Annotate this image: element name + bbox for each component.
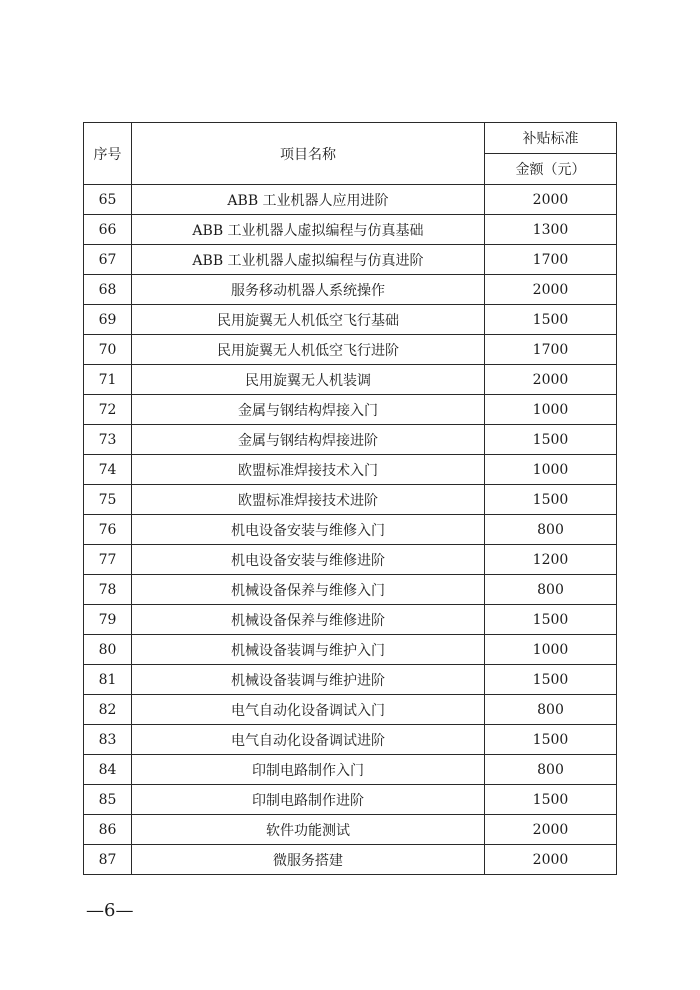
table-row xyxy=(84,545,617,575)
row-seq: 70 xyxy=(84,335,132,365)
table-row xyxy=(84,425,617,455)
table-row xyxy=(84,305,617,335)
row-project-name: 金属与钢结构焊接入门 xyxy=(132,395,485,425)
row-amount: 1500 xyxy=(485,305,617,335)
row-amount: 1700 xyxy=(485,245,617,275)
row-amount: 1200 xyxy=(485,545,617,575)
table-row xyxy=(84,695,617,725)
table-row xyxy=(84,845,617,875)
header-amount: 金额（元） xyxy=(485,154,617,185)
row-project-name: 电气自动化设备调试进阶 xyxy=(132,725,485,755)
row-project-name: 软件功能测试 xyxy=(132,815,485,845)
row-seq: 84 xyxy=(84,755,132,785)
row-amount: 1300 xyxy=(485,215,617,245)
row-project-name: 欧盟标准焊接技术进阶 xyxy=(132,485,485,515)
row-project-name: 微服务搭建 xyxy=(132,845,485,875)
table-row xyxy=(84,815,617,845)
header-seq: 序号 xyxy=(84,123,132,185)
row-seq: 83 xyxy=(84,725,132,755)
row-seq: 68 xyxy=(84,275,132,305)
table-row xyxy=(84,635,617,665)
row-seq: 75 xyxy=(84,485,132,515)
row-seq: 85 xyxy=(84,785,132,815)
table-row xyxy=(84,605,617,635)
row-project-name: 印制电路制作进阶 xyxy=(132,785,485,815)
row-seq: 80 xyxy=(84,635,132,665)
row-project-name: 服务移动机器人系统操作 xyxy=(132,275,485,305)
row-seq: 82 xyxy=(84,695,132,725)
row-amount: 1500 xyxy=(485,665,617,695)
row-amount: 800 xyxy=(485,515,617,545)
row-amount: 1500 xyxy=(485,485,617,515)
table-row xyxy=(84,665,617,695)
row-seq: 76 xyxy=(84,515,132,545)
row-project-name: 机电设备安装与维修进阶 xyxy=(132,545,485,575)
table-row xyxy=(84,755,617,785)
table-header-row xyxy=(84,123,617,154)
row-seq: 66 xyxy=(84,215,132,245)
row-seq: 71 xyxy=(84,365,132,395)
page-number: —6— xyxy=(86,900,134,921)
table-row xyxy=(84,725,617,755)
row-project-name: 机械设备装调与维护入门 xyxy=(132,635,485,665)
row-project-name: 金属与钢结构焊接进阶 xyxy=(132,425,485,455)
row-project-name: 欧盟标准焊接技术入门 xyxy=(132,455,485,485)
table-row xyxy=(84,575,617,605)
row-seq: 78 xyxy=(84,575,132,605)
row-project-name: 民用旋翼无人机装调 xyxy=(132,365,485,395)
row-project-name: 电气自动化设备调试入门 xyxy=(132,695,485,725)
row-amount: 2000 xyxy=(485,365,617,395)
row-amount: 800 xyxy=(485,695,617,725)
row-seq: 77 xyxy=(84,545,132,575)
row-seq: 81 xyxy=(84,665,132,695)
row-amount: 1000 xyxy=(485,635,617,665)
table-row xyxy=(84,365,617,395)
row-amount: 1700 xyxy=(485,335,617,365)
row-project-name: 民用旋翼无人机低空飞行进阶 xyxy=(132,335,485,365)
table-row xyxy=(84,185,617,215)
row-seq: 87 xyxy=(84,845,132,875)
subsidy-table xyxy=(83,122,617,875)
row-amount: 1000 xyxy=(485,395,617,425)
row-amount: 800 xyxy=(485,755,617,785)
row-seq: 79 xyxy=(84,605,132,635)
table-row xyxy=(84,215,617,245)
row-amount: 1500 xyxy=(485,425,617,455)
table-row xyxy=(84,335,617,365)
row-project-name: 机械设备装调与维护进阶 xyxy=(132,665,485,695)
row-amount: 800 xyxy=(485,575,617,605)
table-row xyxy=(84,275,617,305)
table-row xyxy=(84,455,617,485)
table-body xyxy=(84,185,617,875)
row-seq: 65 xyxy=(84,185,132,215)
row-seq: 86 xyxy=(84,815,132,845)
row-seq: 72 xyxy=(84,395,132,425)
row-project-name: ABB 工业机器人应用进阶 xyxy=(132,185,485,215)
row-amount: 1500 xyxy=(485,785,617,815)
row-amount: 1500 xyxy=(485,605,617,635)
row-amount: 2000 xyxy=(485,815,617,845)
table-row xyxy=(84,785,617,815)
row-project-name: 机械设备保养与维修入门 xyxy=(132,575,485,605)
row-project-name: 印制电路制作入门 xyxy=(132,755,485,785)
table-row xyxy=(84,245,617,275)
row-amount: 1500 xyxy=(485,725,617,755)
row-project-name: 机电设备安装与维修入门 xyxy=(132,515,485,545)
header-subsidy: 补贴标准 xyxy=(485,123,617,154)
row-project-name: 民用旋翼无人机低空飞行基础 xyxy=(132,305,485,335)
row-seq: 67 xyxy=(84,245,132,275)
row-seq: 74 xyxy=(84,455,132,485)
row-amount: 2000 xyxy=(485,275,617,305)
table-row xyxy=(84,515,617,545)
row-project-name: 机械设备保养与维修进阶 xyxy=(132,605,485,635)
row-project-name: ABB 工业机器人虚拟编程与仿真基础 xyxy=(132,215,485,245)
row-amount: 1000 xyxy=(485,455,617,485)
row-amount: 2000 xyxy=(485,845,617,875)
table-row xyxy=(84,395,617,425)
table-row xyxy=(84,485,617,515)
row-seq: 73 xyxy=(84,425,132,455)
row-seq: 69 xyxy=(84,305,132,335)
row-amount: 2000 xyxy=(485,185,617,215)
row-project-name: ABB 工业机器人虚拟编程与仿真进阶 xyxy=(132,245,485,275)
header-project-name: 项目名称 xyxy=(132,123,485,185)
